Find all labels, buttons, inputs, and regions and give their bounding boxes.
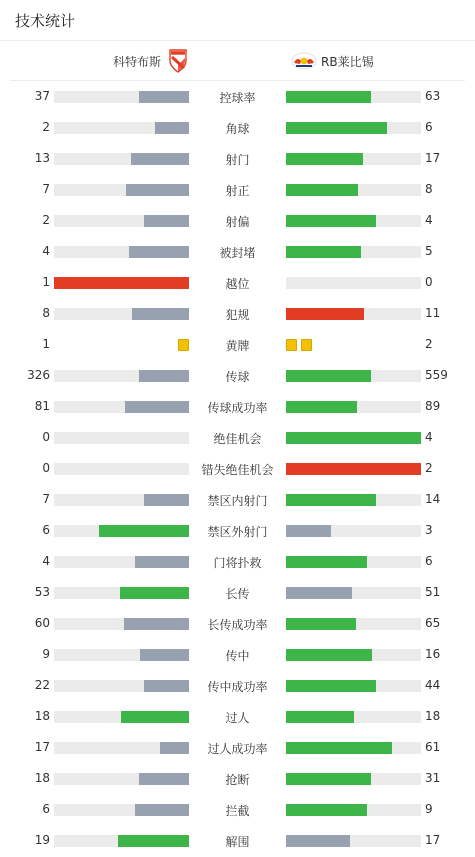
home-stat-bar <box>54 184 189 196</box>
away-stat-bar-fill <box>286 215 376 227</box>
stat-row[interactable] <box>0 236 475 267</box>
away-stat-bar-fill <box>286 370 371 382</box>
home-stat-bar-fill <box>144 680 189 692</box>
away-stat-bar <box>286 618 421 630</box>
stat-row[interactable] <box>0 577 475 608</box>
away-team[interactable] <box>291 49 374 73</box>
stat-row[interactable] <box>0 701 475 732</box>
stat-label: 门将扑救 <box>213 556 262 570</box>
away-stat-bar-fill <box>286 587 352 599</box>
away-stat-value: 8 <box>425 182 433 196</box>
away-stat-bar <box>286 804 421 816</box>
stat-label: 绝佳机会 <box>213 432 262 446</box>
away-stat-bar-fill <box>286 835 350 847</box>
home-stat-bar <box>54 618 189 630</box>
stat-label: 传中成功率 <box>207 680 268 694</box>
home-stat-bar <box>54 215 189 227</box>
home-stat-bar-fill <box>144 215 189 227</box>
away-yellow-cards <box>286 339 316 351</box>
home-stat-value: 2 <box>42 120 50 134</box>
away-stat-bar-fill <box>286 308 364 320</box>
home-stat-bar-fill <box>121 711 189 723</box>
home-stat-value: 7 <box>42 182 50 196</box>
home-stat-value: 1 <box>42 275 50 289</box>
away-stat-bar-fill <box>286 742 392 754</box>
home-stat-bar <box>54 153 189 165</box>
away-stat-bar-fill <box>286 91 371 103</box>
away-stat-value: 51 <box>425 585 441 599</box>
away-stat-bar-fill <box>286 649 372 661</box>
home-stat-bar <box>54 308 189 320</box>
home-stat-bar-fill <box>131 153 189 165</box>
stat-label: 控球率 <box>219 91 256 105</box>
home-stat-bar-fill <box>99 525 189 537</box>
stat-label: 角球 <box>225 122 250 136</box>
home-stat-value: 60 <box>34 616 50 630</box>
away-stat-bar <box>286 153 421 165</box>
home-stat-bar-fill <box>129 246 189 258</box>
home-stat-bar-fill <box>120 587 189 599</box>
stat-label: 过人 <box>225 711 250 725</box>
home-stat-value: 53 <box>34 585 50 599</box>
away-stat-bar <box>286 711 421 723</box>
stat-row[interactable] <box>0 732 475 763</box>
home-stat-bar <box>54 246 189 258</box>
away-stat-bar-fill <box>286 122 387 134</box>
away-stat-bar-fill <box>286 618 356 630</box>
stat-label: 射门 <box>225 153 250 167</box>
home-stat-bar-fill <box>54 277 189 289</box>
home-stat-bar <box>54 370 189 382</box>
away-stat-bar <box>286 91 421 103</box>
home-stat-bar-fill <box>124 618 189 630</box>
stat-row[interactable] <box>0 143 475 174</box>
stat-row[interactable] <box>0 670 475 701</box>
stat-row[interactable] <box>0 794 475 825</box>
home-stat-bar <box>54 494 189 506</box>
home-stat-bar-fill <box>132 308 189 320</box>
home-stat-bar-fill <box>160 742 189 754</box>
away-stat-bar <box>286 401 421 413</box>
home-yellow-cards <box>174 339 189 351</box>
stat-row[interactable] <box>0 112 475 143</box>
stat-row[interactable] <box>0 763 475 794</box>
home-stat-bar-fill <box>126 184 189 196</box>
home-stat-value: 4 <box>42 554 50 568</box>
home-stat-bar-fill <box>144 494 189 506</box>
away-stat-bar <box>286 525 421 537</box>
home-stat-value: 81 <box>34 399 50 413</box>
stat-row[interactable] <box>0 205 475 236</box>
home-stat-value: 22 <box>34 678 50 692</box>
away-stat-bar <box>286 680 421 692</box>
home-stat-bar <box>54 91 189 103</box>
home-stat-bar <box>54 773 189 785</box>
home-team-shield-icon <box>169 49 187 73</box>
away-team-name: RB莱比锡 <box>321 54 374 69</box>
yellow-card-icon <box>178 339 189 351</box>
away-stat-value: 6 <box>425 120 433 134</box>
stat-label: 传球成功率 <box>207 401 268 415</box>
away-stat-value: 9 <box>425 802 433 816</box>
stat-label: 错失绝佳机会 <box>201 463 274 477</box>
home-stat-bar-fill <box>118 835 189 847</box>
away-stat-bar-fill <box>286 711 354 723</box>
home-stat-value: 37 <box>34 89 50 103</box>
away-stat-bar <box>286 494 421 506</box>
home-stat-bar <box>54 463 189 475</box>
away-stat-value: 89 <box>425 399 441 413</box>
stats-header <box>0 0 475 41</box>
home-stat-value: 326 <box>27 368 50 382</box>
stat-label: 过人成功率 <box>207 742 268 756</box>
home-stat-bar <box>54 835 189 847</box>
away-stat-bar-fill <box>286 401 357 413</box>
yellow-card-icon <box>301 339 312 351</box>
home-stat-value: 4 <box>42 244 50 258</box>
away-stat-bar <box>286 432 421 444</box>
stat-label: 射偏 <box>225 215 250 229</box>
stat-row[interactable] <box>0 391 475 422</box>
home-stat-value: 18 <box>34 771 50 785</box>
stat-label: 禁区内射门 <box>207 494 268 508</box>
home-team[interactable] <box>113 49 187 73</box>
stat-row[interactable] <box>0 608 475 639</box>
away-stat-value: 0 <box>425 275 433 289</box>
away-stat-value: 4 <box>425 213 433 227</box>
stat-row[interactable] <box>0 515 475 546</box>
away-stat-bar-fill <box>286 184 358 196</box>
stat-row[interactable] <box>0 825 475 856</box>
home-stat-bar <box>54 277 189 289</box>
away-stat-bar <box>286 742 421 754</box>
stat-label: 长传 <box>225 587 250 601</box>
away-stat-bar-fill <box>286 680 376 692</box>
away-stat-bar-fill <box>286 153 363 165</box>
away-stat-bar-fill <box>286 463 421 475</box>
away-stat-bar-fill <box>286 494 376 506</box>
stat-label: 解围 <box>225 835 250 849</box>
away-stat-value: 65 <box>425 616 441 630</box>
away-stat-bar <box>286 122 421 134</box>
home-stat-bar <box>54 742 189 754</box>
stat-row[interactable] <box>0 267 475 298</box>
stat-label: 长传成功率 <box>207 618 268 632</box>
away-stat-value: 2 <box>425 337 433 351</box>
home-stat-value: 18 <box>34 709 50 723</box>
home-stat-bar <box>54 680 189 692</box>
home-stat-bar <box>54 649 189 661</box>
away-stat-value: 2 <box>425 461 433 475</box>
away-stat-bar <box>286 215 421 227</box>
away-stat-bar <box>286 463 421 475</box>
yellow-card-icon <box>286 339 297 351</box>
away-stat-bar <box>286 773 421 785</box>
away-stat-bar <box>286 184 421 196</box>
home-stat-value: 17 <box>34 740 50 754</box>
away-stat-bar <box>286 587 421 599</box>
stat-row[interactable] <box>0 484 475 515</box>
away-stat-value: 17 <box>425 151 441 165</box>
home-stat-bar-fill <box>135 556 189 568</box>
away-stat-value: 559 <box>425 368 448 382</box>
away-stat-bar <box>286 556 421 568</box>
stat-row[interactable] <box>0 453 475 484</box>
away-stat-bar-fill <box>286 773 371 785</box>
away-team-bulls-icon <box>291 52 317 70</box>
home-stat-value: 13 <box>34 151 50 165</box>
home-stat-value: 2 <box>42 213 50 227</box>
away-stat-value: 14 <box>425 492 441 506</box>
stat-row[interactable] <box>0 174 475 205</box>
home-team-name: 科特布斯 <box>112 54 161 69</box>
page-title: 技术统计 <box>15 12 76 30</box>
away-stat-value: 18 <box>425 709 441 723</box>
away-stat-bar-fill <box>286 525 331 537</box>
away-stat-bar-fill <box>286 804 367 816</box>
home-stat-bar-fill <box>139 91 189 103</box>
home-stat-bar <box>54 401 189 413</box>
home-stat-value: 1 <box>42 337 50 351</box>
stat-label: 犯规 <box>225 308 250 322</box>
away-stat-value: 6 <box>425 554 433 568</box>
away-stat-bar <box>286 370 421 382</box>
stat-row[interactable] <box>0 360 475 391</box>
home-stat-bar <box>54 804 189 816</box>
home-stat-bar-fill <box>139 370 189 382</box>
home-stat-bar-fill <box>140 649 189 661</box>
stat-label: 黄牌 <box>225 339 250 353</box>
away-stat-value: 61 <box>425 740 441 754</box>
away-stat-value: 5 <box>425 244 433 258</box>
away-stat-bar <box>286 277 421 289</box>
home-stat-value: 9 <box>42 647 50 661</box>
stat-label: 拦截 <box>225 804 250 818</box>
stat-label: 射正 <box>225 184 250 198</box>
home-stat-bar-fill <box>139 773 189 785</box>
teams-bar <box>10 41 465 81</box>
home-stat-value: 19 <box>34 833 50 847</box>
home-stat-bar <box>54 525 189 537</box>
away-stat-bar <box>286 308 421 320</box>
home-stat-bar <box>54 711 189 723</box>
stat-row[interactable] <box>0 81 475 112</box>
away-stat-value: 17 <box>425 833 441 847</box>
home-stat-bar <box>54 122 189 134</box>
away-stat-value: 63 <box>425 89 441 103</box>
away-stat-bar-fill <box>286 246 361 258</box>
home-stat-bar-fill <box>125 401 189 413</box>
away-stat-bar-fill <box>286 556 367 568</box>
home-stat-value: 6 <box>42 802 50 816</box>
away-stat-value: 4 <box>425 430 433 444</box>
away-stat-value: 31 <box>425 771 441 785</box>
away-stat-bar <box>286 835 421 847</box>
home-stat-bar <box>54 556 189 568</box>
stat-row[interactable] <box>0 298 475 329</box>
away-stat-bar <box>286 649 421 661</box>
stat-row[interactable] <box>0 329 475 360</box>
home-stat-bar <box>54 587 189 599</box>
home-stat-bar <box>54 432 189 444</box>
stat-label: 传球 <box>225 370 250 384</box>
away-stat-value: 11 <box>425 306 441 320</box>
stat-row[interactable] <box>0 639 475 670</box>
stat-row[interactable] <box>0 422 475 453</box>
home-stat-value: 8 <box>42 306 50 320</box>
stat-label: 禁区外射门 <box>207 525 268 539</box>
away-stat-value: 3 <box>425 523 433 537</box>
home-stat-value: 6 <box>42 523 50 537</box>
stat-label: 抢断 <box>225 773 250 787</box>
stat-label: 传中 <box>225 649 250 663</box>
away-stat-bar <box>286 246 421 258</box>
home-stat-bar-fill <box>135 804 189 816</box>
home-stat-value: 7 <box>42 492 50 506</box>
away-stat-value: 44 <box>425 678 441 692</box>
home-stat-bar-fill <box>155 122 189 134</box>
home-stat-value: 0 <box>42 461 50 475</box>
stat-row[interactable] <box>0 546 475 577</box>
away-stat-value: 16 <box>425 647 441 661</box>
stat-label: 被封堵 <box>219 246 256 260</box>
home-stat-value: 0 <box>42 430 50 444</box>
stat-label: 越位 <box>225 277 250 291</box>
away-stat-bar-fill <box>286 432 421 444</box>
